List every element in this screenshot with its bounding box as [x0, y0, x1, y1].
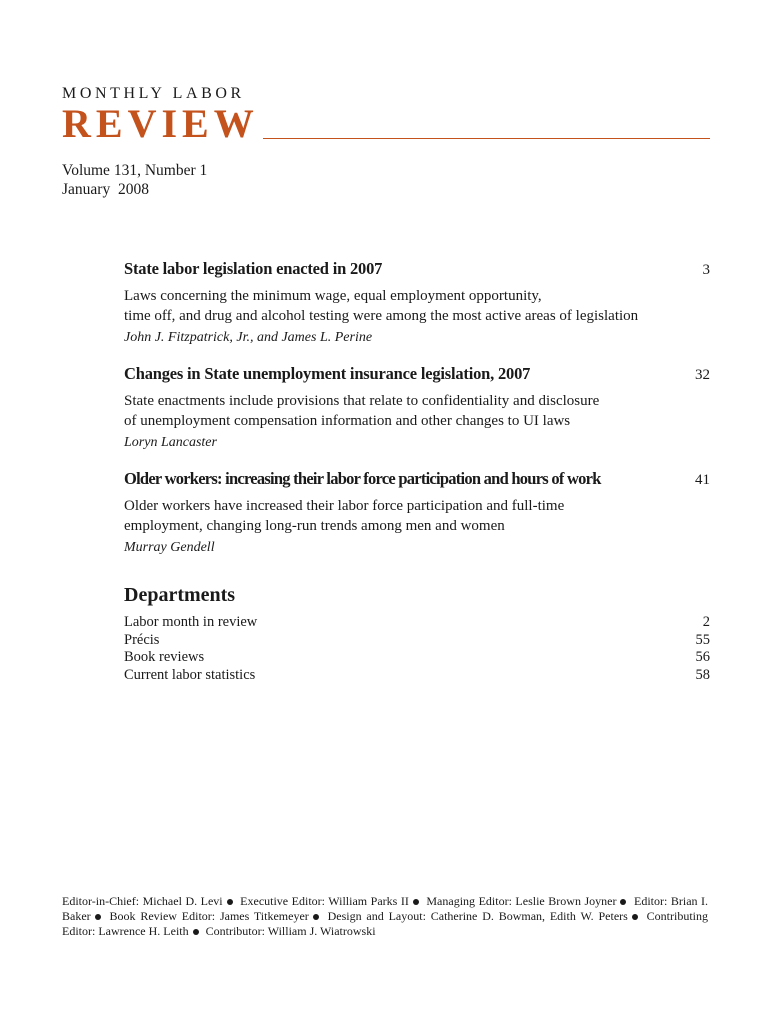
bullet-icon: [632, 914, 638, 920]
table-of-contents: [124, 257, 710, 684]
department-label[interactable]: Book reviews: [124, 649, 205, 665]
departments-heading: Departments: [124, 584, 236, 606]
masthead: [62, 84, 710, 144]
credit-item: Contributor: William J. Wiatrowski: [205, 924, 376, 938]
department-item[interactable]: [124, 614, 710, 632]
credit-item: Contributing Editor: Lawrence H. Leith: [62, 909, 709, 938]
article-head: [124, 362, 710, 387]
bullet-icon: [193, 929, 199, 935]
staff-credits: [62, 894, 708, 939]
summary-line: Older workers have increased their labor force participation and full-time: [124, 498, 565, 514]
article-author: Murray Gendell: [124, 540, 215, 555]
credit-item: Managing Editor: Leslie Brown Joyner: [426, 894, 617, 908]
department-page-number: 58: [695, 666, 710, 683]
summary-line: State enactments include provisions that relate to confidentiality and disclosure: [124, 393, 600, 409]
department-label[interactable]: Précis: [124, 631, 160, 648]
article-summary: [124, 286, 710, 326]
summary-line: of unemployment compensation information and other changes to UI laws: [124, 413, 571, 429]
summary-line: employment, changing long-run trends among men and women: [124, 518, 505, 534]
department-item[interactable]: [124, 649, 710, 667]
publication-title: REVIEW: [62, 101, 259, 146]
summary-line: time off, and drug and alcohol testing were among the most active areas of legislation: [124, 308, 639, 324]
department-page-number: 2: [702, 614, 710, 630]
article-page-number: 32: [695, 367, 710, 383]
departments-list: [124, 614, 710, 684]
issue-date: January 2008: [62, 181, 149, 198]
department-page-number: 56: [695, 649, 710, 665]
article-entry[interactable]: [124, 362, 710, 453]
article-head: [124, 467, 710, 492]
issue-info: [62, 161, 207, 199]
article-author: John J. Fitzpatrick, Jr., and James L. Perine: [124, 330, 373, 345]
bullet-icon: [413, 899, 419, 905]
article-title[interactable]: State labor legislation enacted in 2007: [124, 259, 383, 278]
article-entry[interactable]: [124, 257, 710, 348]
article-author: Loryn Lancaster: [124, 435, 217, 450]
publication-supertitle: MONTHLY LABOR: [62, 85, 245, 102]
article-summary: [124, 391, 710, 431]
credit-item: Executive Editor: William Parks II: [240, 894, 409, 908]
article-entry[interactable]: [124, 467, 710, 558]
article-head: [124, 257, 710, 282]
department-page-number: 55: [695, 631, 710, 648]
bullet-icon: [95, 914, 101, 920]
credit-item: Editor: Brian I. Baker: [62, 894, 709, 923]
department-label[interactable]: Current labor statistics: [124, 666, 256, 683]
volume-number: Volume 131, Number 1: [62, 162, 208, 179]
bullet-icon: [620, 899, 626, 905]
article-title[interactable]: Older workers: increasing their labor force participation and hours of work: [124, 469, 601, 488]
credit-item: Design and Layout: Catherine D. Bowman, Edith W. Peters: [327, 909, 628, 923]
article-page-number: 3: [702, 262, 710, 278]
credit-item: Book Review Editor: James Titkemeyer: [109, 909, 309, 923]
title-rule: [263, 138, 710, 140]
title-row: [62, 101, 710, 146]
article-summary: [124, 496, 710, 536]
department-item[interactable]: [124, 632, 710, 650]
article-title[interactable]: Changes in State unemployment insurance legislation, 2007: [124, 364, 531, 383]
article-page-number: 41: [695, 472, 710, 488]
summary-line: Laws concerning the minimum wage, equal employment opportunity,: [124, 288, 542, 304]
bullet-icon: [313, 914, 319, 920]
department-item[interactable]: [124, 667, 710, 685]
credit-item: Editor-in-Chief: Michael D. Levi: [62, 894, 223, 908]
department-label[interactable]: Labor month in review: [124, 614, 258, 630]
bullet-icon: [227, 899, 233, 905]
